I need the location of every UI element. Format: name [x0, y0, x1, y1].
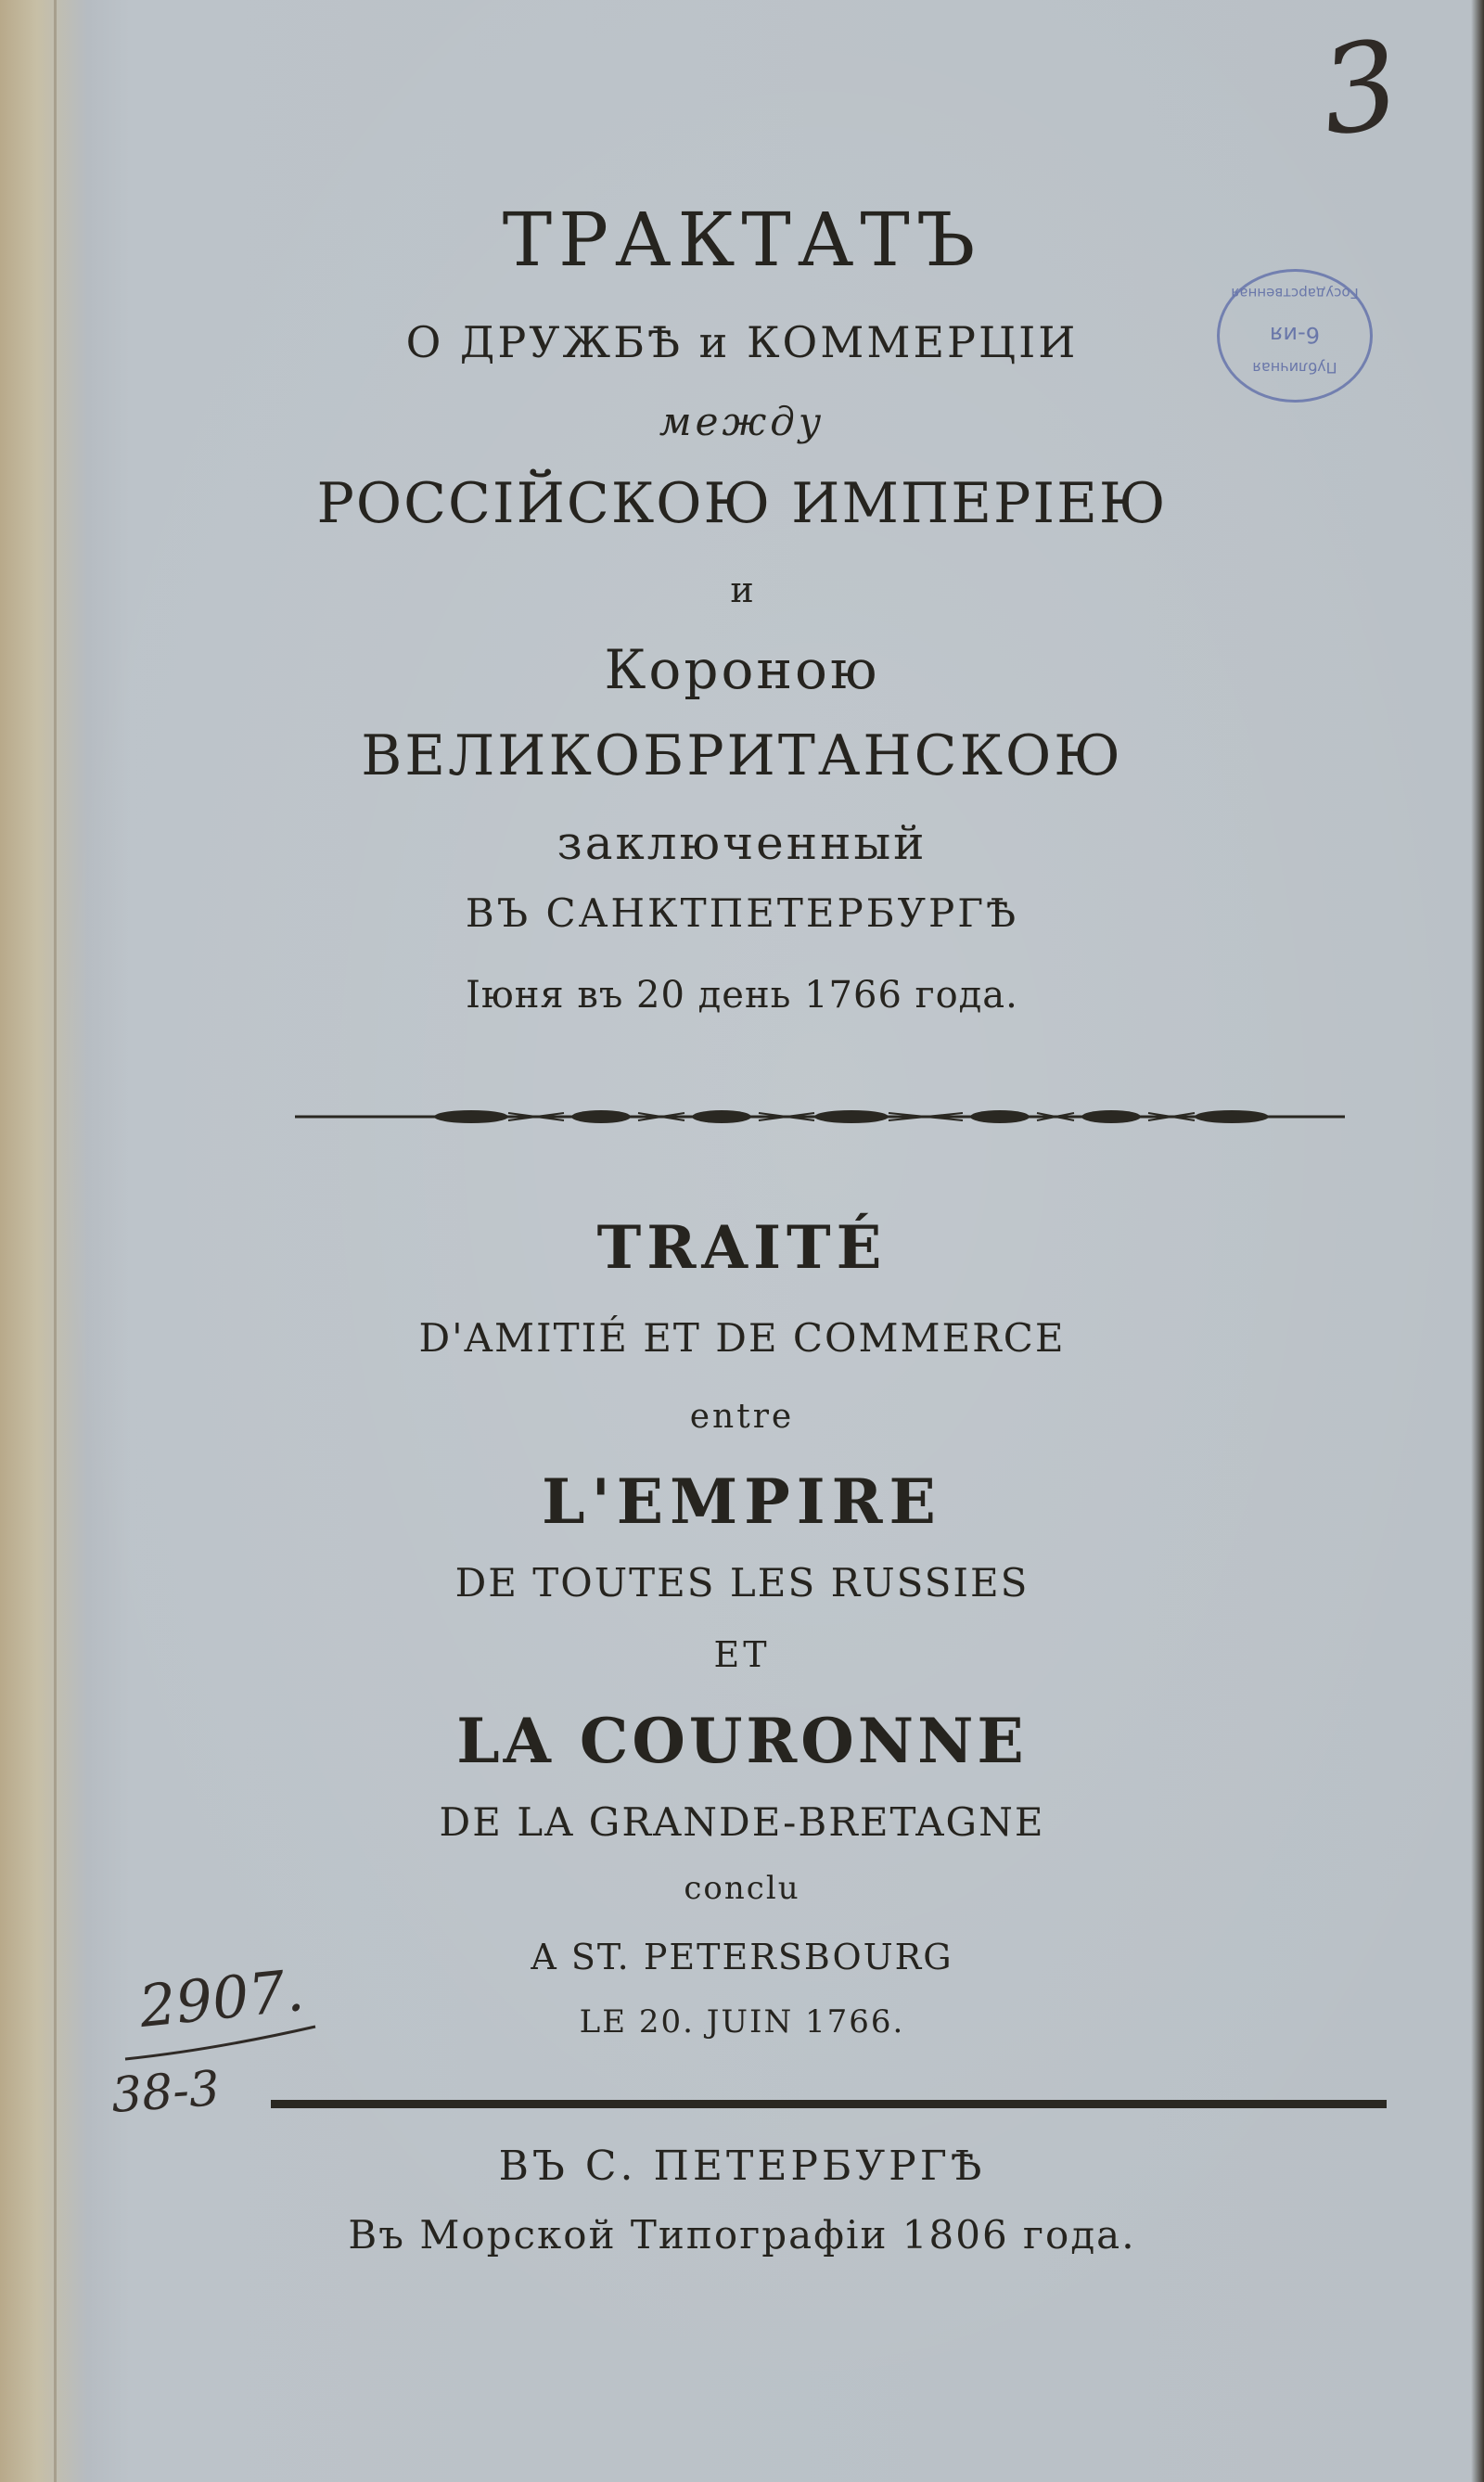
french-subtitle: D'AMITIÉ ET DE COMMERCE — [418, 1315, 1066, 1361]
handwritten-page-number: 3 — [1311, 12, 1408, 164]
russian-between: между — [659, 399, 825, 444]
french-title: TRAITÉ — [596, 1213, 888, 1283]
stamp-text-mid: 6-ия — [1270, 322, 1320, 348]
russian-and: и — [730, 569, 754, 610]
french-between: entre — [689, 1398, 795, 1436]
russian-place: ВЪ САНКТПЕТЕРБУРГѢ — [465, 890, 1019, 936]
french-conclu: conclu — [684, 1870, 800, 1907]
ornamental-rule — [295, 1105, 1345, 1129]
russian-empire: РОССІЙСКОЮ ИМПЕРІЕЮ — [316, 471, 1168, 536]
french-empire: L'EMPIRE — [542, 1465, 942, 1538]
imprint-rule — [271, 2100, 1387, 2108]
handwritten-shelf-number: 2907. — [135, 1955, 307, 2041]
handwritten-underline — [121, 2022, 325, 2068]
french-russies: DE TOUTES LES RUSSIES — [454, 1560, 1030, 1606]
russian-concluded: заключенный — [556, 816, 928, 870]
french-date: LE 20. JUIN 1766. — [579, 2003, 905, 2041]
imprint-place: ВЪ С. ПЕТЕРБУРГѢ — [498, 2143, 986, 2190]
french-et: ET — [713, 1634, 771, 1675]
russian-crown: Короною — [604, 638, 880, 701]
russian-date: Іюня въ 20 день 1766 года. — [466, 974, 1018, 1017]
imprint-press: Въ Морской Типографіи 1806 года. — [348, 2212, 1136, 2258]
french-bretagne: DE LA GRANDE-BRETAGNE — [439, 1799, 1045, 1845]
russian-title: ТРАКТАТЪ — [502, 197, 982, 283]
russian-subtitle: О ДРУЖБѢ и КОММЕРЦІИ — [405, 317, 1079, 367]
stamp-text-bottom: Публичная — [1252, 359, 1337, 377]
stamp-text-top: Государственная — [1231, 285, 1359, 301]
handwritten-shelf-mark: 38-3 — [109, 2060, 222, 2125]
french-place: A ST. PETERSBOURG — [531, 1937, 953, 1977]
french-couronne: LA COURONNE — [456, 1705, 1028, 1777]
russian-great-britain: ВЕЛИКОБРИТАНСКОЮ — [361, 723, 1123, 788]
